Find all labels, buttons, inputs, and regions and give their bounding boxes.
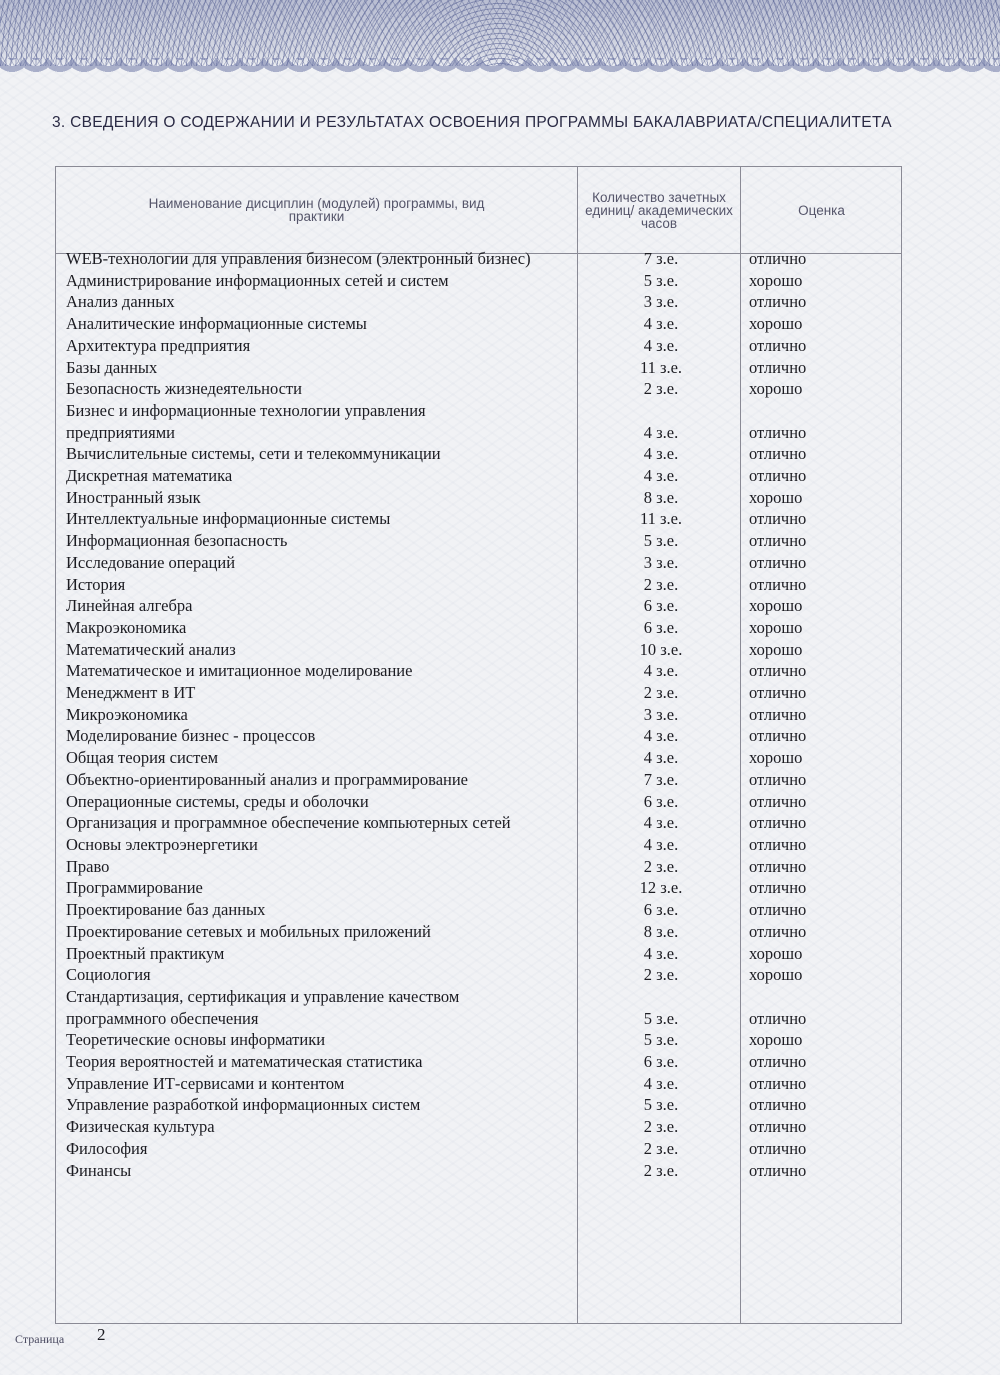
table-row	[66, 1116, 846, 1138]
table-row	[66, 400, 846, 443]
table-row	[66, 769, 846, 791]
discipline-credits: 4 з.е.	[643, 444, 679, 464]
table-row	[66, 248, 846, 270]
table-row	[66, 986, 846, 1029]
discipline-name: WEB-технологии для управления бизнесом (электронный бизнес)	[66, 249, 531, 268]
discipline-grade: отлично	[749, 292, 807, 312]
discipline-grade: отлично	[749, 791, 807, 811]
discipline-credits: 8 з.е.	[643, 487, 679, 507]
discipline-name: Микроэкономика	[66, 704, 188, 724]
table-row	[66, 1094, 846, 1116]
table-row	[66, 791, 846, 813]
discipline-name: Линейная алгебра	[66, 596, 193, 616]
table-row	[66, 660, 846, 682]
discipline-credits: 4 з.е.	[643, 661, 679, 681]
discipline-credits: 4 з.е.	[643, 466, 679, 486]
discipline-credits: 4 з.е.	[643, 335, 679, 355]
discipline-credits: 7 з.е.	[643, 769, 679, 789]
discipline-grade: отлично	[749, 574, 807, 594]
discipline-credits: 6 з.е.	[643, 596, 679, 616]
table-row	[66, 856, 846, 878]
discipline-grade: отлично	[749, 335, 807, 355]
table-row	[66, 747, 846, 769]
discipline-credits: 6 з.е.	[643, 617, 679, 637]
discipline-name: Проектирование сетевых и мобильных приложений	[66, 921, 431, 941]
guilloche-border-edge	[0, 58, 1000, 72]
discipline-grade: отлично	[749, 661, 807, 681]
table-row	[66, 313, 846, 335]
table-row	[66, 682, 846, 704]
discipline-grade: отлично	[749, 422, 807, 442]
table-row	[66, 270, 846, 292]
table-row	[66, 1029, 846, 1051]
discipline-credits: 2 з.е.	[643, 574, 679, 594]
table-row	[66, 834, 846, 856]
discipline-grade: отлично	[749, 726, 807, 746]
discipline-credits: 4 з.е.	[643, 422, 679, 442]
discipline-grade: отлично	[749, 357, 807, 377]
table-row	[66, 704, 846, 726]
table-row	[66, 530, 846, 552]
table-row	[66, 877, 846, 899]
discipline-grade: отлично	[749, 813, 807, 833]
discipline-name: Интеллектуальные информационные системы	[66, 509, 391, 529]
header-credits: Количество зачетных единиц/ академических часов	[585, 189, 733, 231]
discipline-name: Вычислительные системы, сети и телекоммуникации	[66, 444, 441, 464]
discipline-credits: 2 з.е.	[643, 1117, 679, 1137]
discipline-credits: 11 з.е.	[639, 509, 683, 529]
discipline-name: Архитектура предприятия	[66, 335, 251, 355]
discipline-grade: хорошо	[749, 965, 803, 985]
discipline-credits: 3 з.е.	[643, 292, 679, 312]
table-body	[66, 248, 846, 1181]
discipline-credits: 12 з.е.	[639, 878, 683, 898]
discipline-name: Стандартизация, сертификация и управление качеством программного обеспечения	[66, 986, 460, 1028]
discipline-grade: хорошо	[749, 596, 803, 616]
table-row	[66, 357, 846, 379]
discipline-name: Теория вероятностей и математическая статистика	[66, 1052, 423, 1072]
discipline-grade: хорошо	[749, 617, 803, 637]
discipline-name: Основы электроэнергетики	[66, 834, 258, 854]
discipline-credits: 4 з.е.	[643, 834, 679, 854]
table-row	[66, 1160, 846, 1182]
header-name: Наименование дисциплин (модулей) программы, вид практики	[148, 196, 485, 224]
discipline-grade: хорошо	[749, 270, 803, 290]
table-row	[66, 552, 846, 574]
discipline-credits: 2 з.е.	[643, 379, 679, 399]
table-row	[66, 1051, 846, 1073]
discipline-grade: хорошо	[749, 748, 803, 768]
discipline-credits: 5 з.е.	[643, 1030, 679, 1050]
discipline-grade: отлично	[749, 921, 807, 941]
discipline-credits: 5 з.е.	[643, 270, 679, 290]
table-row	[66, 921, 846, 943]
discipline-name: Математический анализ	[66, 639, 236, 659]
discipline-name: Исследование операций	[66, 552, 236, 572]
discipline-grade: отлично	[749, 1095, 807, 1115]
discipline-name: Администрирование информационных сетей и систем	[66, 270, 449, 290]
table-row	[66, 617, 846, 639]
discipline-name: Управление разработкой информационных систем	[66, 1095, 421, 1115]
discipline-grade: отлично	[749, 856, 807, 876]
table-row	[66, 1138, 846, 1160]
table-row	[66, 899, 846, 921]
discipline-name: Управление ИТ-сервисами и контентом	[66, 1073, 345, 1093]
discipline-credits: 8 з.е.	[643, 921, 679, 941]
table-row	[66, 1073, 846, 1095]
discipline-credits: 2 з.е.	[643, 683, 679, 703]
table-row	[66, 378, 846, 400]
discipline-name: Макроэкономика	[66, 617, 187, 637]
discipline-grade: отлично	[749, 834, 807, 854]
discipline-credits: 6 з.е.	[643, 791, 679, 811]
discipline-name: Операционные системы, среды и оболочки	[66, 791, 369, 811]
discipline-grade: хорошо	[749, 639, 803, 659]
discipline-name: Безопасность жизнедеятельности	[66, 379, 302, 399]
discipline-grade: отлично	[749, 1008, 807, 1028]
discipline-name: История	[66, 574, 126, 594]
discipline-credits: 2 з.е.	[643, 856, 679, 876]
discipline-credits: 3 з.е.	[643, 704, 679, 724]
discipline-grade: отлично	[749, 444, 807, 464]
table-row	[66, 943, 846, 965]
discipline-name: Физическая культура	[66, 1117, 215, 1137]
discipline-name: Дискретная математика	[66, 466, 233, 486]
discipline-credits: 2 з.е.	[643, 1138, 679, 1158]
discipline-name: Право	[66, 856, 110, 876]
discipline-name: Социология	[66, 965, 151, 985]
discipline-name: Бизнес и информационные технологии управления предприятиями	[66, 400, 426, 442]
discipline-name: Базы данных	[66, 357, 158, 377]
table-row	[66, 443, 846, 465]
discipline-grade: отлично	[749, 1138, 807, 1158]
discipline-name: Информационная безопасность	[66, 531, 288, 551]
discipline-credits: 11 з.е.	[639, 357, 683, 377]
discipline-credits: 4 з.е.	[643, 943, 679, 963]
discipline-grade: отлично	[749, 552, 807, 572]
discipline-grade: отлично	[749, 466, 807, 486]
discipline-grade: отлично	[749, 1052, 807, 1072]
discipline-credits: 4 з.е.	[643, 1073, 679, 1093]
discipline-grade: хорошо	[749, 943, 803, 963]
page-number: 2	[97, 1325, 106, 1344]
page-label: Страница	[15, 1332, 65, 1346]
discipline-grade: отлично	[749, 683, 807, 703]
discipline-grade: отлично	[749, 900, 807, 920]
discipline-name: Проектирование баз данных	[66, 900, 266, 920]
discipline-grade: хорошо	[749, 314, 803, 334]
discipline-grade: отлично	[749, 1117, 807, 1137]
discipline-name: Финансы	[66, 1160, 132, 1180]
table-row	[66, 725, 846, 747]
discipline-name: Теоретические основы информатики	[66, 1030, 326, 1050]
header-grade: Оценка	[798, 202, 845, 218]
discipline-credits: 4 з.е.	[643, 314, 679, 334]
table-row	[66, 812, 846, 834]
table-row	[66, 291, 846, 313]
discipline-name: Программирование	[66, 878, 203, 898]
discipline-name: Менеджмент в ИТ	[66, 683, 196, 703]
table-row	[66, 574, 846, 596]
discipline-name: Моделирование бизнес - процессов	[66, 726, 316, 746]
discipline-grade: хорошо	[749, 1030, 803, 1050]
discipline-credits: 2 з.е.	[643, 1160, 679, 1180]
discipline-grade: отлично	[749, 1073, 807, 1093]
table-row	[66, 964, 846, 986]
discipline-name: Проектный практикум	[66, 943, 225, 963]
discipline-grade: отлично	[749, 509, 807, 529]
table-row	[66, 465, 846, 487]
discipline-grade: отлично	[749, 531, 807, 551]
discipline-credits: 4 з.е.	[643, 726, 679, 746]
discipline-credits: 2 з.е.	[643, 965, 679, 985]
discipline-credits: 6 з.е.	[643, 900, 679, 920]
discipline-grade: хорошо	[749, 487, 803, 507]
discipline-grade: отлично	[749, 704, 807, 724]
discipline-name: Аналитические информационные системы	[66, 314, 367, 334]
discipline-grade: отлично	[749, 249, 807, 268]
discipline-grade: отлично	[749, 1160, 807, 1180]
discipline-credits: 5 з.е.	[643, 1008, 679, 1028]
discipline-name: Анализ данных	[66, 292, 175, 312]
table-row	[66, 595, 846, 617]
discipline-credits: 3 з.е.	[643, 552, 679, 572]
table-row	[66, 487, 846, 509]
discipline-credits: 4 з.е.	[643, 748, 679, 768]
discipline-name: Философия	[66, 1138, 148, 1158]
table-row	[66, 335, 846, 357]
discipline-credits: 7 з.е.	[643, 249, 679, 268]
guilloche-border	[0, 0, 1000, 66]
section-heading: 3. СВЕДЕНИЯ О СОДЕРЖАНИИ И РЕЗУЛЬТАТАХ ОСВОЕНИЯ ПРОГРАММЫ БАКАЛАВРИАТА/СПЕЦИАЛИТЕТА	[52, 114, 892, 131]
discipline-name: Общая теория систем	[66, 748, 219, 768]
discipline-grade: хорошо	[749, 379, 803, 399]
discipline-name: Иностранный язык	[66, 487, 201, 507]
table-row	[66, 508, 846, 530]
discipline-credits: 4 з.е.	[643, 813, 679, 833]
discipline-grade: отлично	[749, 878, 807, 898]
discipline-grade: отлично	[749, 769, 807, 789]
discipline-name: Организация и программное обеспечение компьютерных сетей	[66, 813, 511, 833]
discipline-credits: 10 з.е.	[639, 639, 683, 659]
discipline-credits: 5 з.е.	[643, 531, 679, 551]
discipline-credits: 6 з.е.	[643, 1052, 679, 1072]
discipline-name: Математическое и имитационное моделирование	[66, 661, 413, 681]
discipline-credits: 5 з.е.	[643, 1095, 679, 1115]
table-row	[66, 639, 846, 661]
discipline-name: Объектно-ориентированный анализ и программирование	[66, 769, 469, 789]
